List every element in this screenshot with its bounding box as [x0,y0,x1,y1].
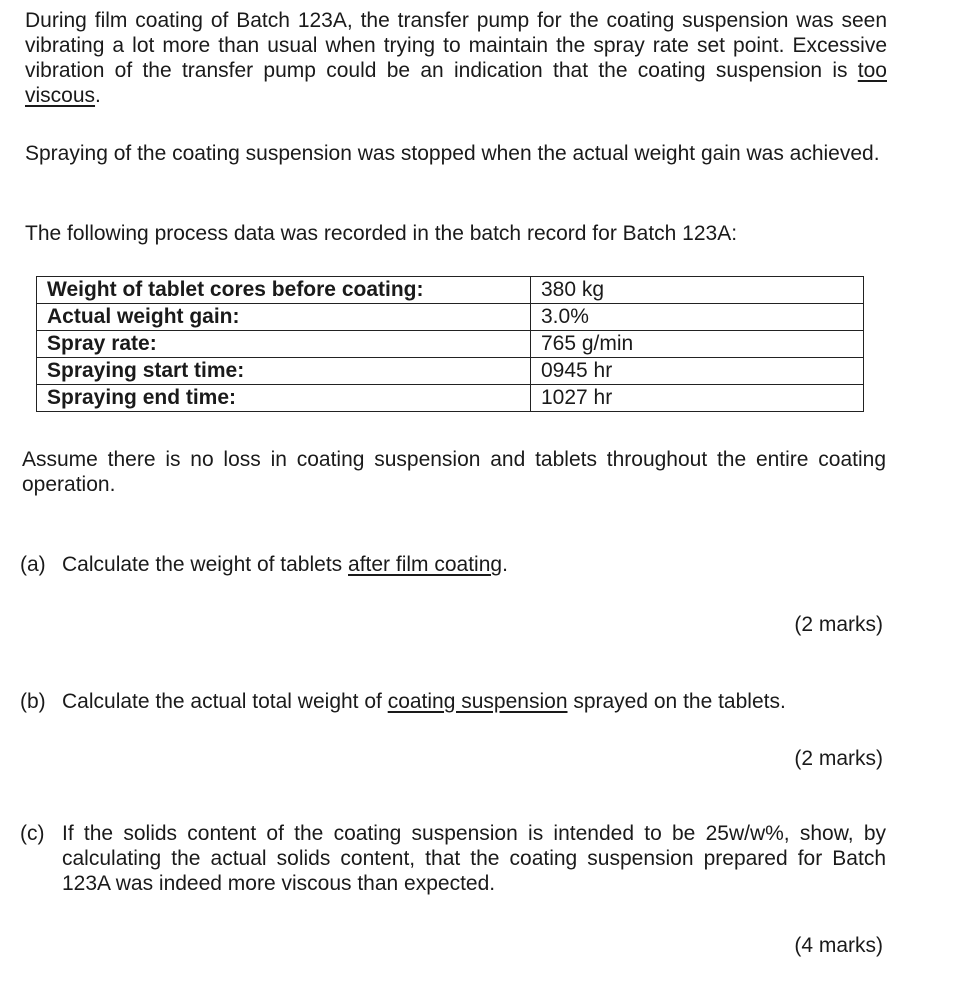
coating-suspension-underlined: coating suspension [387,690,568,713]
row-label: Weight of tablet cores before coating: [37,277,531,304]
intro-period: . [95,84,101,107]
question-a-period: . [502,553,508,576]
row-value: 0945 hr [531,358,864,385]
table-row [37,331,864,358]
question-a-marks: (2 marks) [794,613,883,636]
question-c [20,821,886,896]
table-row [37,304,864,331]
row-label: Spraying end time: [37,385,531,412]
question-c-label: (c) [20,822,45,845]
table-row [37,385,864,412]
row-label: Actual weight gain: [37,304,531,331]
after-film-coating-underlined: after film coating [348,553,503,576]
table-row [37,358,864,385]
row-value: 1027 hr [531,385,864,412]
question-b-text: Calculate the actual total weight of [62,690,388,713]
intro-paragraph-pump-vibration [25,8,887,108]
row-value: 380 kg [531,277,864,304]
table-row [37,277,864,304]
row-label: Spraying start time: [37,358,531,385]
row-value: 765 g/min [531,331,864,358]
question-a [20,552,888,577]
question-c-text: If the solids content of the coating suspension is intended to be 25w/w%, show, by calculating the actual solids content, that the coating suspension prepared for Batch 123A was indeed more viscous than expected. [62,822,886,895]
question-c-marks: (4 marks) [794,934,883,957]
too-viscous-underlined: too viscous [25,59,887,107]
question-b-text-end: sprayed on the tablets. [567,690,786,713]
question-b [20,689,888,714]
row-label: Spray rate: [37,331,531,358]
question-a-text: Calculate the weight of tablets [62,553,349,576]
row-value: 3.0% [531,304,864,331]
intro-text: During film coating of Batch 123A, the transfer pump for the coating suspension was seen vibrating a lot more than usual when trying to maintain the spray rate set point. Excessive vibration of the transfer pump could be an indication that the coating suspension is [25,9,887,82]
spraying-stopped-paragraph: Spraying of the coating suspension was stopped when the actual weight gain was achieved. [25,142,880,165]
question-b-label: (b) [20,690,46,713]
process-data-table [36,276,864,412]
question-a-label: (a) [20,553,46,576]
process-data-intro: The following process data was recorded in the batch record for Batch 123A: [25,222,738,245]
assumption-paragraph: Assume there is no loss in coating suspension and tablets throughout the entire coating operation. [22,448,886,496]
question-b-marks: (2 marks) [794,747,883,770]
